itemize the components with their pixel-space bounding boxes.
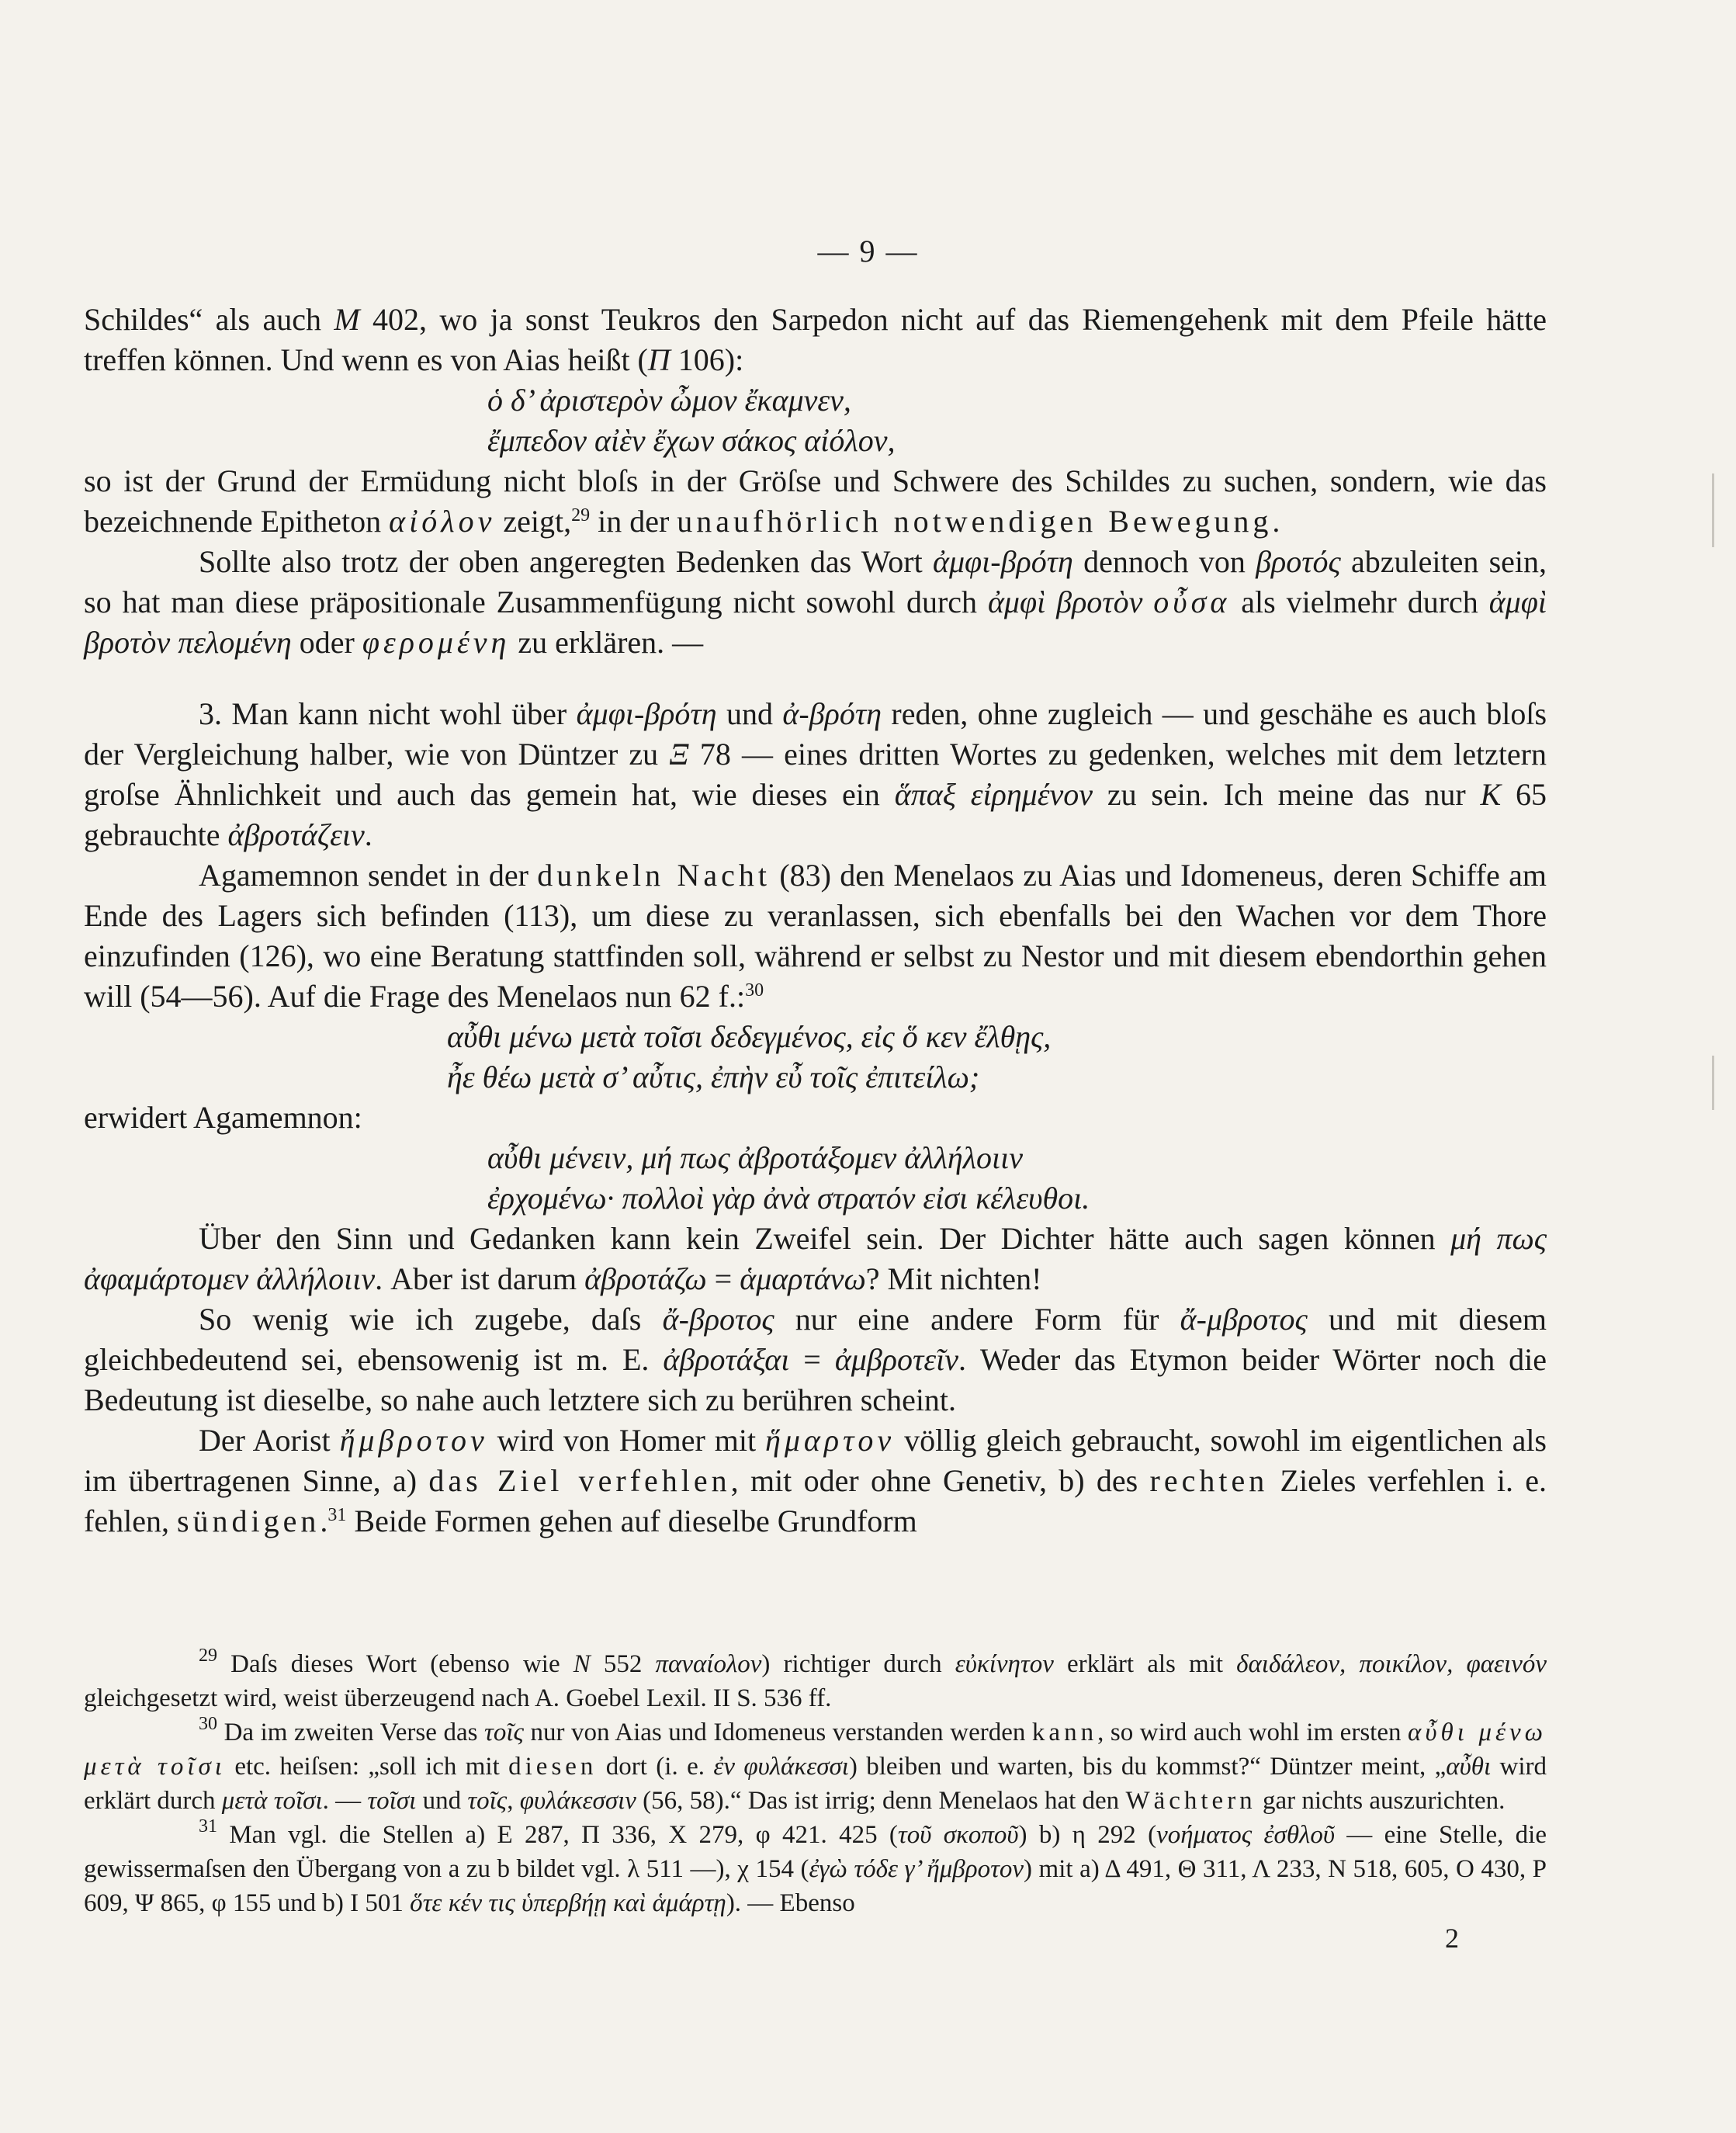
greek-term: ἀμφι-βρότη bbox=[576, 696, 717, 731]
paragraph-5: Agamemnon sendet in der dunkeln Nacht (83) den Menelaos zu Aias und Idomeneus, deren Schiffe am Ende des Lagers sich befinden (113), um diese zu veranlassen, sich ebenfalls bei den Wachen vor dem Thore einzufinden (126), wo eine Beratung stattfinden soll, während er selbst zu Nestor und mit diesem ebendorthin gehen will (54—56). Auf die Frage des Menelaos nun 62 f.:$^{30}$ bbox=[84, 858, 1547, 1014]
greek-term: αὖθι bbox=[1446, 1753, 1492, 1781]
greek-term: παναίολον bbox=[655, 1650, 762, 1678]
verse-reference: K bbox=[1480, 777, 1502, 812]
greek-term: ἄ-βροτος bbox=[662, 1302, 774, 1337]
verse-reference: M bbox=[334, 302, 360, 337]
verse-reference: N bbox=[573, 1650, 591, 1678]
verse-reference: Ξ bbox=[669, 737, 689, 772]
greek-quotation-line: αὖθι μένω μετὰ τοῖσι δεδεγμένος, εἰς ὅ κεν ἔλθῃς, bbox=[447, 1019, 1052, 1054]
paragraph-7: Über den Sinn und Gedanken kann kein Zweifel sein. Der Dichter hätte auch sagen können μή πως ἀφαμάρτομεν ἀλλήλοιιν. Aber ist darum ἀβροτάζω = ἁμαρτάνω? Mit nichten! bbox=[84, 1221, 1547, 1296]
greek-term: μετὰ τοῖσι bbox=[221, 1787, 323, 1815]
greek-term: ἀμφὶ βροτὸν πελομένη bbox=[84, 584, 1547, 660]
greek-term: φυλάκεσσιν bbox=[519, 1787, 636, 1815]
greek-term: ἐν φυλάκεσσι bbox=[713, 1753, 849, 1781]
greek-term: ἀβροτάζειν bbox=[227, 817, 365, 852]
paragraph-6: erwidert Agamemnon: bbox=[84, 1100, 362, 1135]
greek-term: αὖθι μένω μετὰ τοῖσι bbox=[84, 1719, 1547, 1781]
greek-term: ἄ-μβροτος bbox=[1180, 1302, 1308, 1337]
footnote-number: 30 bbox=[199, 1714, 217, 1734]
paragraph-9: Der Aorist ἤμβροτον wird von Homer mit ἥμαρτον völlig gleich gebraucht, sowohl im eigentlichen als im übertragenen Sinne, a) das Ziel verfehlen, mit oder ohne Genetiv, b) des rechten Zieles verfehlen i. e. fehlen, sündigen.$^{31}$ Beide Formen gehen auf dieselbe Grundform bbox=[84, 1423, 1547, 1538]
greek-term: αἰόλον bbox=[389, 504, 496, 539]
emphasis-spaced: das Ziel verfehlen bbox=[428, 1463, 731, 1498]
greek-term: ἅπαξ εἰρημένον bbox=[894, 777, 1093, 812]
emphasis-spaced: unaufhörlich notwendigen Bewegung bbox=[677, 504, 1273, 539]
greek-term: τοῦ σκοποῦ bbox=[897, 1821, 1019, 1849]
emphasis-spaced: Wächtern bbox=[1125, 1787, 1256, 1815]
margin-mark bbox=[1712, 473, 1714, 547]
greek-quotation-line: αὖθι μένειν, μή πως ἀβροτάξομεν ἀλλήλοιιν bbox=[487, 1140, 1024, 1175]
greek-term: ἤμβροτον bbox=[339, 1423, 488, 1458]
greek-term: τοῖσι bbox=[367, 1787, 417, 1815]
greek-term: ἀμβροτεῖν bbox=[834, 1342, 958, 1377]
greek-term: ἀμφι-βρότη bbox=[932, 544, 1073, 579]
greek-term: οὖσα bbox=[1153, 584, 1231, 619]
footnote-number: 29 bbox=[199, 1646, 217, 1666]
footnote-30: $^{30}$ Da im zweiten Verse das τοῖς nur von Aias und Idomeneus verstanden werden kann, so wird auch wohl im ersten αὖθι μένω μετὰ τοῖσι etc. heiſsen: „soll ich mit diesen dort (i. e. ἐν φυλάκεσσι) bleiben und warten, bis du kommst?“ Düntzer meint, „αὖθι wird erklärt durch μετὰ τοῖσι. — τοῖσι und τοῖς, φυλάκεσσιν (56, 58).“ Das ist irrig; denn Menelaos hat den Wächtern gar nichts auszurichten. bbox=[84, 1714, 1547, 1815]
greek-term: ἀβροτάξαι bbox=[663, 1342, 790, 1377]
greek-quotation-line: ἐρχομένω· πολλοὶ γὰρ ἀνὰ στρατόν εἰσι κέλευθοι. bbox=[487, 1181, 1090, 1216]
greek-quotation-line: ἔμπεδον αἰὲν ἔχων σάκος αἰόλον, bbox=[487, 423, 896, 458]
main-text bbox=[84, 300, 1547, 1542]
emphasis-spaced: dunkeln Nacht bbox=[537, 858, 771, 893]
paragraph-3: Sollte also trotz der oben angeregten Bedenken das Wort ἀμφι-βρότη dennoch von βροτός abzuleiten sein, so hat man diese präpositionale Zusammenfügung nicht sowohl durch ἀμφὶ βροτὸν οὖσα als vielmehr durch ἀμφὶ βροτὸν πελομένη oder φερομένη zu erklären. — bbox=[84, 544, 1547, 660]
footnote-marker: 29 bbox=[571, 505, 591, 525]
footnote-marker: 31 bbox=[327, 1505, 347, 1525]
greek-term: ἁμαρτάνω bbox=[740, 1261, 866, 1296]
greek-quotation-line: ὁ δ’ ἀριστερὸν ὦμον ἔκαμνεν, bbox=[487, 383, 851, 418]
footnote-29: $^{29}$ Daſs dieses Wort (ebenso wie N 552 παναίολον) richtiger durch εὐκίνητον erklärt als mit δαιδάλεον, ποικίλον, φαεινόν gleichgesetzt wird, weist überzeugend nach A. Goebel Lexil. II S. 536 ff. bbox=[84, 1646, 1547, 1712]
footnote-31: $^{31}$ Man vgl. die Stellen a) E 287, Π 336, X 279, φ 421. 425 (τοῦ σκοποῦ) b) η 292 (νοήματος ἐσθλοῦ — eine Stelle, die gewissermaſsen den Übergang von a zu b bildet vgl. λ 511 —), χ 154 (ἐγὼ τόδε γ’ ἤμβροτον) mit a) Δ 491, Θ 311, Λ 233, N 518, 605, O 430, P 609, Ψ 865, φ 155 und b) I 501 ὅτε κέν τις ὑπερβήῃ καὶ ἁμάρτῃ). — Ebenso bbox=[84, 1816, 1547, 1917]
footnotes bbox=[84, 1647, 1547, 1920]
greek-term: ἐγὼ τόδε γ’ ἤμβροτον bbox=[809, 1855, 1024, 1883]
page-number: — 9 — bbox=[817, 234, 919, 269]
greek-term: ἀβροτάζω bbox=[584, 1261, 707, 1296]
greek-term: ἀ-βρότη bbox=[782, 696, 882, 731]
greek-term: μή πως ἀφαμάρτομεν ἀλλήλοιιν bbox=[84, 1221, 1547, 1296]
greek-term: ἥμαρτον bbox=[764, 1423, 896, 1458]
greek-term: ἀμφὶ βροτὸν bbox=[987, 584, 1143, 619]
footnote-marker: 30 bbox=[745, 980, 764, 1001]
paragraph-8: So wenig wie ich zugebe, daſs ἄ-βροτος nur eine andere Form für ἄ-μβροτος und mit diesem gleichbedeutend sei, ebensowenig ist m. E. ἀβροτάξαι = ἀμβροτεῖν. Weder das Etymon beider Wörter noch die Bedeutung ist dieselbe, so nahe auch letztere sich zu berühren scheint. bbox=[84, 1302, 1547, 1417]
emphasis-spaced: kann bbox=[1031, 1719, 1098, 1746]
greek-term: φερομένη bbox=[362, 625, 511, 660]
emphasis-spaced: rechten bbox=[1149, 1463, 1269, 1498]
emphasis-spaced: sündigen bbox=[176, 1504, 321, 1538]
verse-reference: Π bbox=[647, 342, 670, 377]
greek-term: ὅτε κέν τις ὑπερβήῃ καὶ ἁμάρτῃ bbox=[410, 1889, 726, 1917]
emphasis-spaced: diesen bbox=[508, 1753, 598, 1781]
greek-term: νοήματος ἐσθλοῦ bbox=[1156, 1821, 1335, 1849]
greek-term: τοῖς bbox=[467, 1787, 508, 1815]
greek-term: εὐκίνητον bbox=[955, 1650, 1054, 1678]
greek-term: δαιδάλεον, ποικίλον, φαεινόν bbox=[1236, 1650, 1547, 1678]
paragraph-4: 3. Man kann nicht wohl über ἀμφι-βρότη und ἀ-βρότη reden, ohne zugleich — und geschähe es auch bloſs der Vergleichung halber, wie von Düntzer zu Ξ 78 — eines dritten Wortes zu gedenken, welches mit dem letztern groſse Ähnlichkeit und auch das gemein hat, wie dieses ein ἅπαξ εἰρημένον zu sein. Ich meine das nur K 65 gebrauchte ἀβροτάζειν. bbox=[84, 696, 1547, 852]
paragraph-1: Schildes“ als auch M 402, wo ja sonst Teukros den Sarpedon nicht auf das Riemengehenk mit dem Pfeile hätte treffen können. Und wenn es von Aias heißt (Π 106): bbox=[84, 302, 1547, 377]
footnote-number: 31 bbox=[199, 1816, 217, 1836]
greek-term: βροτός bbox=[1256, 544, 1341, 579]
paragraph-2: so ist der Grund der Ermüdung nicht bloſs in der Gröſse und Schwere des Schildes zu suchen, sondern, wie das bezeichnende Epitheton αἰόλον zeigt,$^{29}$ in der unaufhörlich notwendigen Bewegung. bbox=[84, 463, 1547, 539]
greek-quotation-line: ἦε θέω μετὰ σ’ αὖτις, ἐπὴν εὖ τοῖς ἐπιτείλω; bbox=[447, 1060, 980, 1094]
margin-mark bbox=[1712, 1056, 1714, 1110]
greek-term: τοῖς bbox=[484, 1719, 524, 1746]
section-gap bbox=[84, 663, 1547, 694]
signature-mark: 2 bbox=[1445, 1923, 1459, 1954]
